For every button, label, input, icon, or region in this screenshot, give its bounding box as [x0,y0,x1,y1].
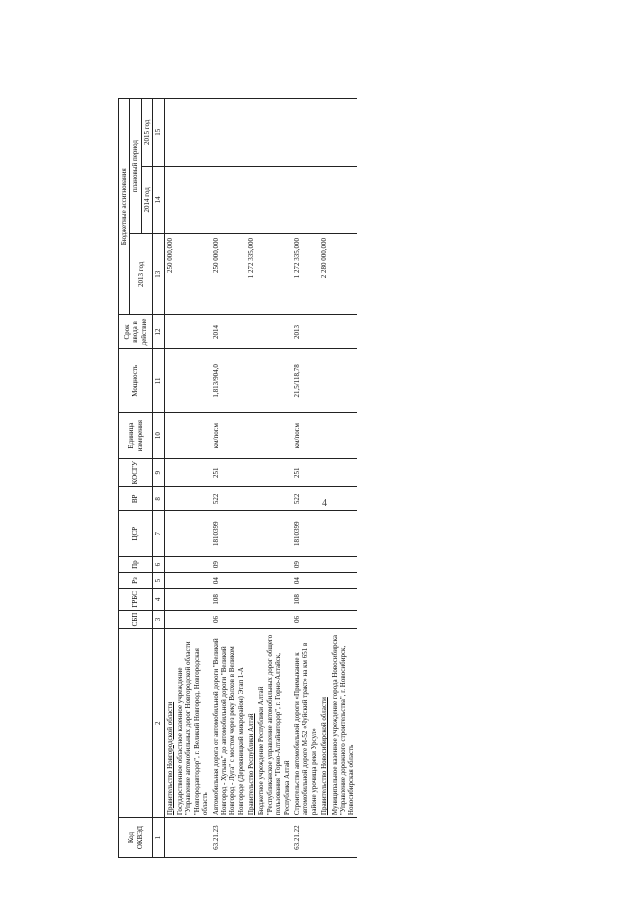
table-row [211,99,247,858]
sbp-cell: 06 [211,610,247,629]
y2013-header: 2013 год [130,234,153,315]
customer-name: Государственное областное казенное учреждение "Управление автомобильных дорог Новгородской области "Новгородавтодор", г. Великий Новгород, Новгородская область [175,629,211,818]
col-num: 10 [153,413,164,459]
col-num: 2 [153,629,164,818]
unit-header: Единица измерения [119,413,153,459]
capacity-header: Мощность [119,349,153,413]
org-row-novgorod [164,99,175,858]
col-num: 13 [153,234,164,315]
plan-period-header: плановый период [130,99,141,234]
okved-cell: 63.21.23 [211,818,247,858]
name-header [119,629,153,818]
sbp-header: СБП [119,610,153,629]
object-name: Автомобильная дорога от автомобильной дороги "Великий Новгород - Хутынь" до автомобильной дороги "Великий Новгород - Луга" с мостом через реку Волхов в Великом Новгороде (Деревяницкий микрорайон) Этап 1-А [211,629,247,818]
vr-cell: 522 [211,487,247,511]
y2015-cell [292,99,319,167]
pr-cell: 09 [211,557,247,573]
col-num: 12 [153,315,164,349]
y2014-header: 2014 год [141,166,152,233]
customer-row-novosibirsk [330,99,357,858]
col-num: 7 [153,511,164,557]
org-name: Правительство Новосибирской области [319,629,329,818]
kosgu-cell: 251 [292,459,319,487]
col-num: 6 [153,557,164,573]
budget-group-header: Бюджетные ассигнования [119,99,130,316]
header-row-1 [119,99,130,858]
col-num: 1 [153,818,164,858]
col-num: 15 [153,99,164,167]
budget-table-sheet [118,98,518,858]
table-row [292,99,319,858]
pr-header: Пр [119,557,153,573]
org-row-altai [246,99,256,858]
grbs-cell: 108 [211,589,247,611]
capacity-cell: 1,813/904,0 [211,349,247,413]
col-num: 11 [153,349,164,413]
customer-name: Муниципальное казенное учреждение города Новосибирска "Управление дорожного строительства", г. Новосибирск, Новосибирская область [330,629,357,818]
org-name: Правительство Новгородской области [164,629,175,818]
customer-name: Бюджетное учреждение Республики Алтай "Республиканское управление автомобильных дорог общего пользования "Горно-Алтайавтодор", г. Горно-Алтайск, Республика Алтай [256,629,292,818]
y2015-cell [211,99,247,167]
object-name: Строительство автомобильной дороги «Примыкание к автомобильной дороге М-52 «Чуйский тракт» на км 651 в районе урочища реки Урсул» [292,629,319,818]
col-num: 4 [153,589,164,611]
org-name: Правительство Республики Алтай [246,629,256,818]
csr-cell: 1810399 [211,511,247,557]
okved-cell: 63.21.22 [292,818,319,858]
col-num: 3 [153,610,164,629]
org-row-novosibirsk [319,99,329,858]
y2014-cell [292,166,319,233]
col-num: 8 [153,487,164,511]
budget-table [118,98,357,858]
pr-cell: 09 [292,557,319,573]
okved-header: Код ОКВЭД [119,818,153,858]
rz-header: Рз [119,573,153,589]
column-number-row [153,99,164,858]
y2013-cell: 1 272 335,000 [292,234,319,315]
grbs-header: ГРБС [119,589,153,611]
col-num: 5 [153,573,164,589]
page-number-mark: 4 [322,498,327,509]
csr-cell: 1810399 [292,511,319,557]
capacity-cell: 21,5/118,78 [292,349,319,413]
deadline-header: Срок ввода в действие [119,315,153,349]
deadline-cell: 2014 [211,315,247,349]
y2013-cell: 250 000,000 [211,234,247,315]
org-total: 1 272 335,000 [246,234,256,315]
rz-cell: 04 [211,573,247,589]
org-total: 2 280 000,000 [319,234,329,315]
kosgu-header: КОСГУ [119,459,153,487]
y2014-cell [211,166,247,233]
rz-cell: 04 [292,573,319,589]
y2015-header: 2015 год [141,99,152,167]
vr-cell: 522 [292,487,319,511]
customer-row-novgorod [175,99,211,858]
csr-header: ЦСР [119,511,153,557]
unit-cell: км/пог.м [211,413,247,459]
kosgu-cell: 251 [211,459,247,487]
unit-cell: км/пог.м [292,413,319,459]
grbs-cell: 108 [292,589,319,611]
col-num: 9 [153,459,164,487]
customer-row-altai [256,99,292,858]
sbp-cell: 06 [292,610,319,629]
deadline-cell: 2013 [292,315,319,349]
org-total: 250 000,000 [164,234,175,315]
col-num: 14 [153,166,164,233]
vr-header: ВР [119,487,153,511]
